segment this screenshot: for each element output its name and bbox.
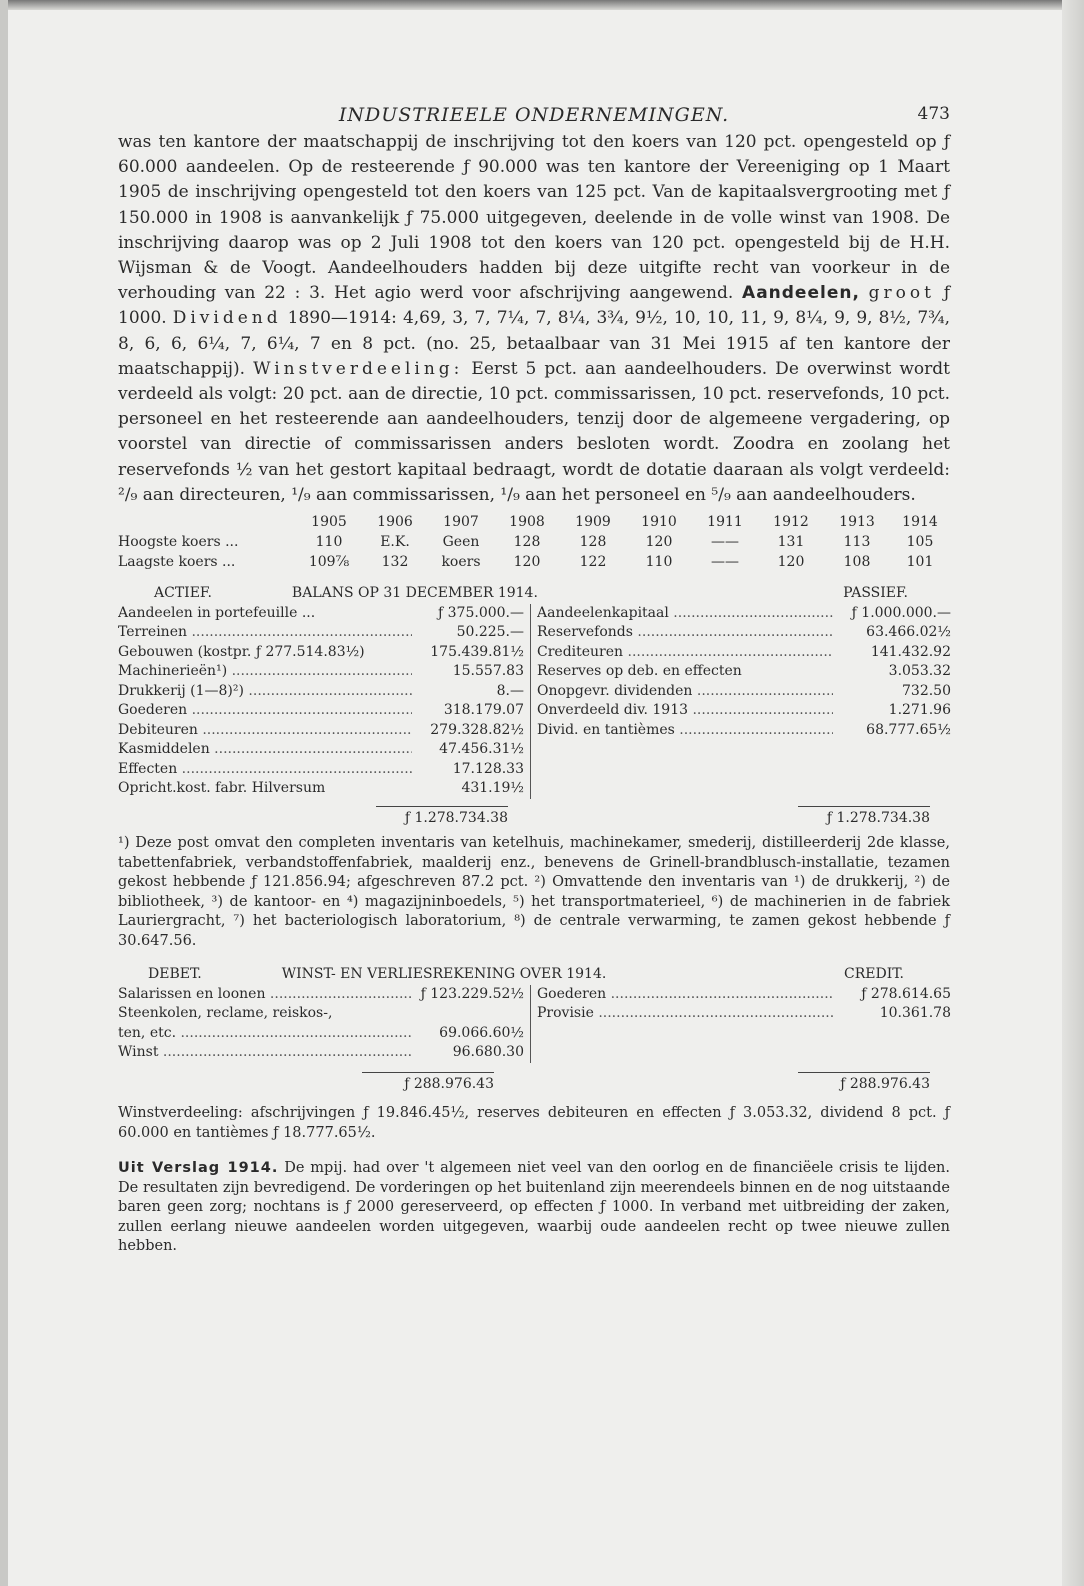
ledger-row — [537, 701, 951, 721]
koers-cell: 1907 — [443, 514, 479, 531]
koers-cell: 131 — [777, 534, 805, 551]
ledger-row — [118, 643, 524, 663]
ledger-item-value: 8.— — [496, 682, 524, 699]
dividend-text: 1890—1914: 4,69, 3, 7, 7¼, 7, 8¼, 3¾, 9½, 10, 10, 11, 9, 8¼, 9, 9, 8½, 7¾, 8, 6, 6, 6¼, 7, 6¼, 7 en 8 pct. (no. 25, betaalbaar van 31 Mei 1915 af ten kantore der maatschappij). — [118, 308, 951, 379]
ledger-item-value: 3.053.32 — [888, 663, 951, 680]
koers-cell: 122 — [579, 554, 607, 571]
winstverdeeling-label: Winstverdeeling: — [253, 358, 464, 379]
ledger-item-name: Winst ..... — [118, 1043, 412, 1063]
ledger-row — [118, 662, 524, 682]
ledger-item-name: Effecten ..... — [118, 760, 412, 780]
koers-cell: 110 — [315, 534, 343, 551]
koers-cell: 128 — [579, 534, 607, 551]
leader-dots — [669, 605, 833, 621]
debet-label: DEBET. — [148, 966, 202, 983]
koers-cell: 1905 — [311, 514, 347, 531]
ledger-item-value: 431.19½ — [461, 780, 524, 797]
leader-dots — [594, 1005, 833, 1021]
ledger-row — [537, 643, 951, 663]
winstverdeeling-text: Eerst 5 pct. aan aandeelhouders. De overwinst wordt verdeeld als volgt: 20 pct. aan de directie, 10 pct. commissarissen, 10 pct. reservefonds, 10 pct. personeel en het resteerende aan aandeelhouders, tenzij door de algemeene vergadering, op voorstel van directie of commissarissen anders besloten wordt. Zoodra en zoolang het reservefonds ½ van het gestort kapitaal bedraagt, wordt de dotatie daaraan als volgt verdeeld: — [118, 358, 951, 480]
koers-cell: 110 — [645, 554, 673, 571]
koers-cell: 1910 — [641, 514, 677, 531]
verslag-label: Uit Verslag 1914. — [118, 1160, 279, 1177]
intro-paragraph — [118, 130, 950, 508]
ledger-item-name: Debiteuren ..... — [118, 721, 412, 741]
winst-ledger — [118, 965, 950, 1094]
ledger-item-value: 96.680.30 — [452, 1044, 524, 1061]
leader-dots — [158, 1044, 412, 1060]
ledger-item-name: Opricht.kost. fabr. Hilversum — [118, 780, 326, 797]
ledger-row — [118, 721, 524, 741]
ledger-row — [537, 1004, 951, 1024]
koers-cell: 1913 — [839, 514, 875, 531]
leader-dots — [176, 1025, 412, 1041]
koers-cell: 108 — [843, 554, 871, 571]
groot-label: groot — [868, 283, 935, 304]
ledger-item-name: Kasmiddelen ..... — [118, 740, 412, 760]
koers-cell: 128 — [513, 534, 541, 551]
leader-dots — [187, 624, 412, 640]
ledger-row — [118, 682, 524, 702]
ledger-row — [118, 760, 524, 780]
scan-left-edge — [0, 0, 8, 1586]
winstverdeeling-paragraph: Winstverdeeling: afschrijvingen ƒ 19.846.45½, reserves debiteuren en effecten ƒ 3.053.32, dividend 8 pct. ƒ 60.000 en tantièmes ƒ 18.777.65½. — [118, 1105, 950, 1141]
koers-cell: 120 — [777, 554, 805, 571]
ledger-row — [537, 662, 951, 682]
ledger-row — [537, 623, 951, 643]
verslag-text: De mpij. had over 't algemeen niet veel van den oorlog en de financiëele crisis te lijden. De resultaten zijn bevredigend. De vorderingen op het buitenland zijn meerendeels binnen en de nog uitstaande baren geen zorg; nochtans is ƒ 2000 gereserveerd, op effecten ƒ 1000. In verband met uitbreiding der zaken, zullen eerlang nieuwe aandeelen worden uitgegeven, waarbij oude aandeelen recht op twee nieuwe zullen hebben. — [118, 1160, 950, 1255]
koers-laagste-row — [118, 552, 950, 572]
dividend-label: Dividend — [172, 308, 282, 329]
ledger-item-name: Machinerieën¹) ..... — [118, 662, 412, 682]
ledger-item-value — [412, 1004, 524, 1024]
leader-dots — [633, 624, 833, 640]
footnotes: ¹) Deze post omvat den completen inventaris van ketelhuis, machinekamer, smederij, distilleerderij 2de klasse, tabettenfabriek, verbandstoffenfabriek, maalderij enz., benevens de Grinell-brandblusch-installatie, tezamen gekost hebbende ƒ 121.856.94; afgeschreven 87.2 pct. ²) Omvattende den inventaris van ¹) de drukkerij, ²) de bibliotheek, ³) de kantoor- en ⁴) magazijninboedels, ⁵) het transportmaterieel, ⁶) de machinerien in de fabriek Lauriergracht, ⁷) het bacteriologisch laboratorium, ⁸) de centrale verwarming, te zamen gekost hebbende ƒ 30.647.56. — [118, 835, 950, 949]
leader-dots — [187, 702, 412, 718]
koers-cell: E.K. — [380, 534, 410, 551]
ledger-item-value: 50.225.— — [456, 624, 524, 641]
balans-total-left: ƒ 1.278.734.38 — [118, 809, 508, 829]
ledger-item-value: 732.50 — [902, 682, 951, 699]
koers-cell: Geen — [442, 534, 480, 551]
actief-label: ACTIEF. — [154, 585, 212, 602]
running-head — [118, 100, 950, 130]
koers-cell: 1914 — [902, 514, 938, 531]
koers-years-row — [118, 512, 950, 532]
ledger-item-value: ƒ 1.000.000.— — [851, 604, 951, 621]
winst-credit-column — [531, 985, 951, 1063]
koers-cell: 105 — [906, 534, 934, 551]
ledger-row — [118, 623, 524, 643]
koers-cell: 120 — [645, 534, 673, 551]
ledger-item-name: Provisie ..... — [537, 1004, 833, 1024]
ledger-item-name: Divid. en tantièmes ..... — [537, 721, 833, 741]
koers-table — [118, 512, 950, 572]
leader-dots — [227, 663, 412, 679]
leader-dots — [177, 761, 412, 777]
balans-passief-column — [531, 604, 951, 799]
winst-title: WINST- EN VERLIESREKENING OVER 1914. — [281, 966, 607, 983]
ledger-item-value: 318.179.07 — [443, 702, 524, 719]
leader-dots — [692, 683, 833, 699]
winst-debet-column — [118, 985, 531, 1063]
winst-totals — [118, 1075, 950, 1095]
ledger-row — [118, 1024, 524, 1044]
koers-cell: 1908 — [509, 514, 545, 531]
fractions-text: ²/₉ aan directeuren, ¹/₉ aan commissarissen, ¹/₉ aan het personeel en ⁵/₉ aan aandeelhouders. — [118, 484, 916, 505]
hoogste-label: Hoogste koers ... — [118, 534, 239, 551]
balans-columns — [118, 604, 950, 799]
ledger-item-value: 17.128.33 — [452, 760, 524, 777]
balans-total-right: ƒ 1.278.734.38 — [508, 809, 930, 829]
ledger-item-value: 175.439.81½ — [430, 643, 524, 660]
ledger-item-name: Steenkolen, reclame, reiskos-, — [118, 1005, 333, 1022]
ledger-row — [537, 985, 951, 1005]
winst-total-right: ƒ 288.976.43 — [494, 1075, 930, 1095]
leader-dots — [623, 644, 833, 660]
ledger-row — [118, 779, 524, 799]
ledger-item-value: ƒ 375.000.— — [438, 604, 524, 621]
laagste-label: Laagste koers ... — [118, 554, 236, 571]
ledger-item-name: Aandeelen in portefeuille ... — [118, 604, 316, 621]
ledger-item-value: ƒ 123.229.52½ — [420, 985, 524, 1002]
koers-cell: —— — [711, 554, 739, 571]
ledger-item-name: Reserves op deb. en effecten — [537, 663, 742, 680]
ledger-item-value: 279.328.82½ — [430, 721, 524, 738]
koers-cell: 101 — [906, 554, 934, 571]
ledger-item-value: 1.271.96 — [888, 702, 951, 719]
scan-top-edge — [0, 0, 1084, 10]
document-page — [118, 100, 950, 1257]
leader-dots — [244, 683, 412, 699]
intro-text: was ten kantore der maatschappij de inschrijving tot den koers van 120 pct. opengesteld op ƒ 60.000 aandeelen. Op de resteerende ƒ 90.000 was ten kantore der Vereeniging op 1 Maart 1905 de inschrijving opengesteld tot den koers van 125 pct. Van de kapitaalsvergrooting met ƒ 150.000 in 1908 is aanvankelijk ƒ 75.000 uitgegeven, deelende in de volle winst van 1908. De inschrijving daarop was op 2 Juli 1908 tot den koers van 120 pct. opengesteld bij de H.H. Wijsman & de Voogt. Aandeelhouders hadden bij deze uitgifte recht van voorkeur in de verhouding van 22 : 3. Het agio werd voor afschrijving aangewend. — [118, 132, 950, 304]
running-title: INDUSTRIEELE ONDERNEMINGEN. — [338, 104, 730, 126]
ledger-row — [118, 985, 524, 1005]
ledger-row — [537, 721, 951, 741]
ledger-item-name: Goederen ..... — [118, 701, 412, 721]
ledger-item-name: Crediteuren ..... — [537, 643, 833, 663]
winst-total-left: ƒ 288.976.43 — [118, 1075, 494, 1095]
ledger-item-value: 47.456.31½ — [439, 741, 524, 758]
leader-dots — [265, 986, 412, 1002]
leader-dots — [210, 741, 412, 757]
ledger-item-name: Gebouwen (kostpr. ƒ 277.514.83½) — [118, 643, 365, 660]
ledger-item-name: Onopgevr. dividenden ..... — [537, 682, 833, 702]
koers-cell: 113 — [843, 534, 871, 551]
ledger-item-value: ƒ 278.614.65 — [861, 985, 951, 1002]
ledger-item-name: Aandeelenkapitaal ..... — [537, 604, 833, 624]
balans-actief-column — [118, 604, 531, 799]
leader-dots — [688, 702, 833, 718]
ledger-item-value: 141.432.92 — [870, 643, 951, 660]
koers-cell: 1909 — [575, 514, 611, 531]
ledger-item-name: Terreinen ..... — [118, 623, 412, 643]
ledger-row — [118, 740, 524, 760]
koers-cell: 1911 — [707, 514, 743, 531]
page-number: 473 — [917, 104, 950, 124]
aandeelen-label: Aandeelen, — [742, 283, 860, 304]
ledger-item-name: Drukkerij (1—8)²) ..... — [118, 682, 412, 702]
ledger-item-value: 10.361.78 — [879, 1005, 951, 1022]
leader-dots — [606, 986, 833, 1002]
ledger-item-value: 68.777.65½ — [866, 721, 951, 738]
credit-label: CREDIT. — [844, 966, 904, 983]
ledger-row — [118, 701, 524, 721]
verslag-paragraph — [118, 1159, 950, 1257]
koers-cell: 120 — [513, 554, 541, 571]
balans-totals — [118, 809, 950, 829]
ledger-item-name: Goederen ..... — [537, 985, 833, 1005]
koers-hoogste-row — [118, 532, 950, 552]
koers-cell: 1906 — [377, 514, 413, 531]
koers-cell: —— — [711, 534, 739, 551]
ledger-row — [118, 604, 524, 624]
ledger-item-name: ten, etc. ..... — [118, 1024, 412, 1044]
balans-header — [118, 584, 950, 604]
koers-cell: koers — [441, 554, 481, 571]
ledger-item-name: Reservefonds ..... — [537, 623, 833, 643]
ledger-item-name: Onverdeeld div. 1913 ..... — [537, 701, 833, 721]
ledger-item-value: 15.557.83 — [452, 663, 524, 680]
winst-header — [118, 965, 950, 985]
groot-value: ƒ 1000. — [118, 283, 951, 329]
leader-dots — [675, 722, 833, 738]
ledger-item-value: 69.066.60½ — [439, 1024, 524, 1041]
scan-right-edge — [1062, 0, 1084, 1586]
balans-ledger — [118, 584, 950, 828]
ledger-row — [537, 604, 951, 624]
ledger-row — [118, 1004, 524, 1024]
passief-label: PASSIEF. — [843, 585, 908, 602]
koers-cell: 132 — [381, 554, 409, 571]
koers-cell: 109⅞ — [308, 554, 350, 571]
ledger-row — [537, 682, 951, 702]
ledger-item-value: 63.466.02½ — [866, 624, 951, 641]
leader-dots — [198, 722, 412, 738]
ledger-item-name: Salarissen en loonen ..... — [118, 985, 412, 1005]
koers-cell: 1912 — [773, 514, 809, 531]
balans-title: BALANS OP 31 DECEMBER 1914. — [291, 585, 538, 602]
ledger-row — [118, 1043, 524, 1063]
winst-columns — [118, 985, 950, 1063]
